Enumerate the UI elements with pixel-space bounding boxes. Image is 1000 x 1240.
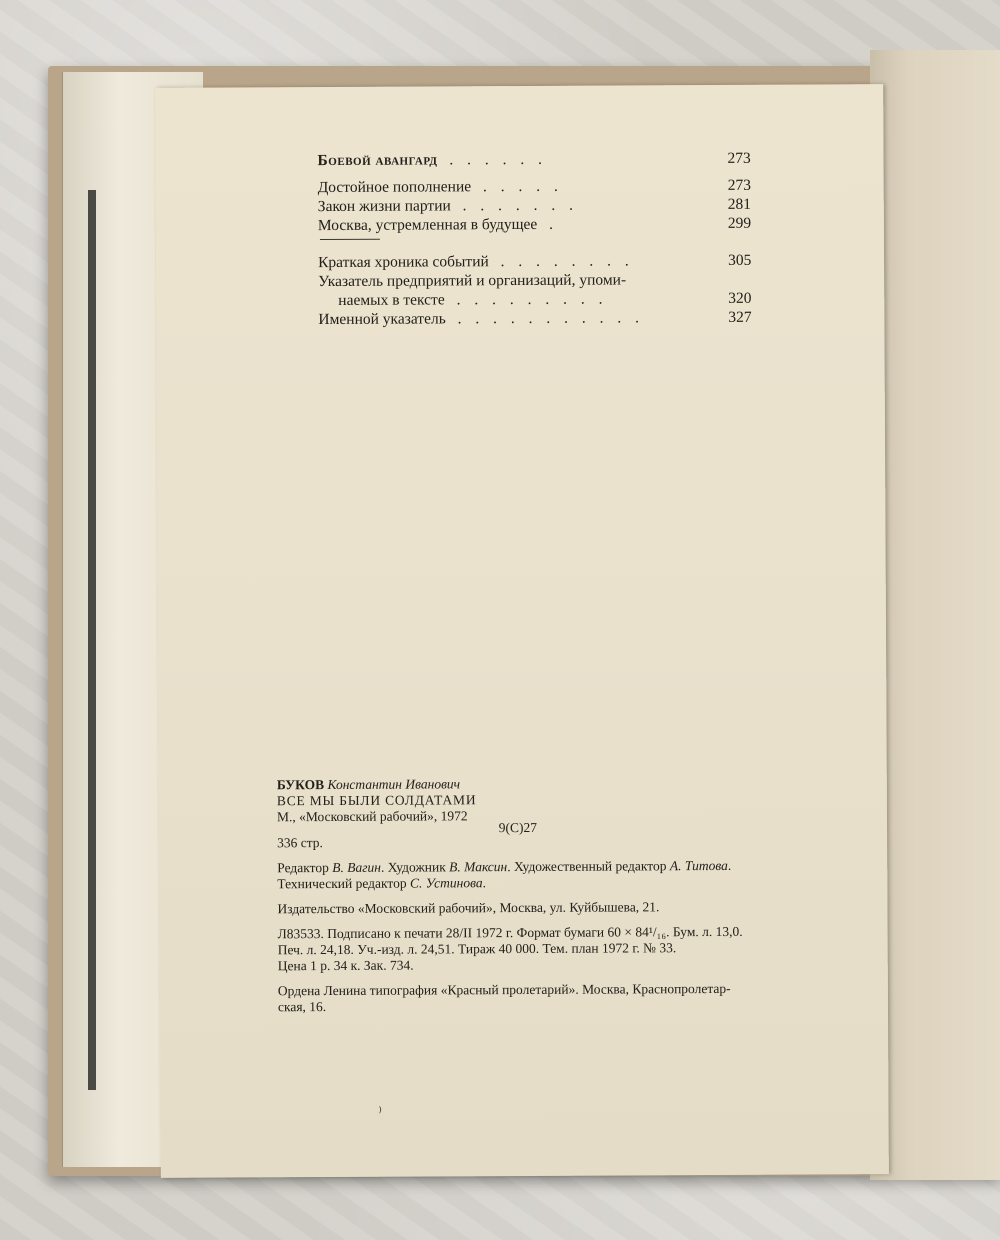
toc-item-label: Краткая хроника событий <box>318 253 489 272</box>
toc-dots: . <box>549 215 559 233</box>
print-line: Л83533. Подписано к печати 28/II 1972 г. Формат бумаги 60 × 84¹/₁₆. Бум. л. 13,0. <box>277 923 743 942</box>
editor-label: Редактор <box>277 860 329 876</box>
toc-page-number: 320 <box>728 289 752 307</box>
tech-editor-name: С. Устинова <box>409 875 483 891</box>
publisher-line: М., «Московский рабочий», 1972 <box>276 808 468 825</box>
print-line: Цена 1 р. 34 к. Зак. 734. <box>277 957 414 974</box>
art-editor-name: А. Титова <box>669 857 728 874</box>
artist-name: В. Максин <box>449 859 508 875</box>
printer-info <box>278 980 888 1015</box>
toc-item-label-continued: наемых в тексте <box>338 291 445 309</box>
toc-item-label: Указатель предприятий и организаций, упоми- <box>318 271 627 291</box>
toc-appendix-item <box>318 270 768 291</box>
print-line: Печ. л. 24,18. Уч.-изд. л. 24,51. Тираж 40 000. Тем. план 1972 г. № 33. <box>277 940 677 958</box>
toc-item-label: Именной указатель <box>318 310 446 329</box>
toc-item <box>318 214 768 235</box>
toc-item <box>318 195 768 216</box>
toc-dots: . . . . . . . . <box>500 252 634 271</box>
toc-section-title: Боевой авангард <box>317 151 438 170</box>
book-page <box>155 84 889 1178</box>
table-of-contents <box>317 149 768 329</box>
toc-appendix-item <box>318 251 768 272</box>
toc-page-number: 281 <box>727 195 752 213</box>
toc-page-number: 299 <box>727 214 752 232</box>
author-surname: БУКОВ <box>276 777 325 793</box>
colophon <box>277 774 888 1024</box>
toc-page-number: 273 <box>727 176 751 194</box>
editor-name: В. Вагин <box>332 859 381 875</box>
pages-classification <box>277 819 538 851</box>
artist-label: Художник <box>387 859 446 875</box>
toc-page-number: 327 <box>728 308 752 326</box>
spine-shadow <box>88 190 96 1090</box>
toc-appendix-item-continued <box>318 289 768 310</box>
colophon-bibliographic <box>277 774 887 851</box>
classification-code: 9(С)27 <box>498 819 538 836</box>
printing-details <box>278 923 888 974</box>
facing-page <box>870 50 1000 1180</box>
publisher-address: Издательство «Московский рабочий», Москва, ул. Куйбышева, 21. <box>277 899 660 917</box>
toc-item <box>318 176 768 197</box>
toc-dots: . . . . . . . . . <box>456 290 608 309</box>
toc-page-number: 273 <box>727 149 751 167</box>
toc-divider-rule <box>320 239 380 240</box>
toc-item-label: Москва, устремленная в будущее <box>317 215 538 235</box>
toc-appendix-item <box>318 308 768 329</box>
page-count: 336 стр. <box>277 835 323 851</box>
ink-mark: ⁾ <box>378 1105 383 1121</box>
toc-item-label: Закон жизни партии <box>317 197 451 216</box>
author-names: Константин Иванович <box>327 776 461 793</box>
toc-page-number: 305 <box>728 251 752 269</box>
tech-editor-label: Технический редактор <box>277 875 407 892</box>
printer-line: ская, 16. <box>277 999 327 1015</box>
toc-dots: . . . . . <box>482 177 563 196</box>
toc-main-section <box>317 149 767 170</box>
toc-dots: . . . . . . . <box>462 196 579 215</box>
toc-dots: . . . . . . . . . . . <box>457 309 645 328</box>
book-title: ВСЕ МЫ БЫЛИ СОЛДАТАМИ <box>276 792 477 809</box>
printer-line: Ордена Ленина типография «Красный пролетарий». Москва, Краснопролетар- <box>277 980 731 999</box>
toc-item-label: Достойное пополнение <box>317 178 472 197</box>
credits: Редактор В. Вагин. Художник В. Максин. Художественный редактор А. Титова. Технический редактор С. Устинова. <box>277 857 732 892</box>
art-editor-label: Художественный редактор <box>513 858 667 875</box>
toc-dots: . . . . . . <box>449 150 547 169</box>
